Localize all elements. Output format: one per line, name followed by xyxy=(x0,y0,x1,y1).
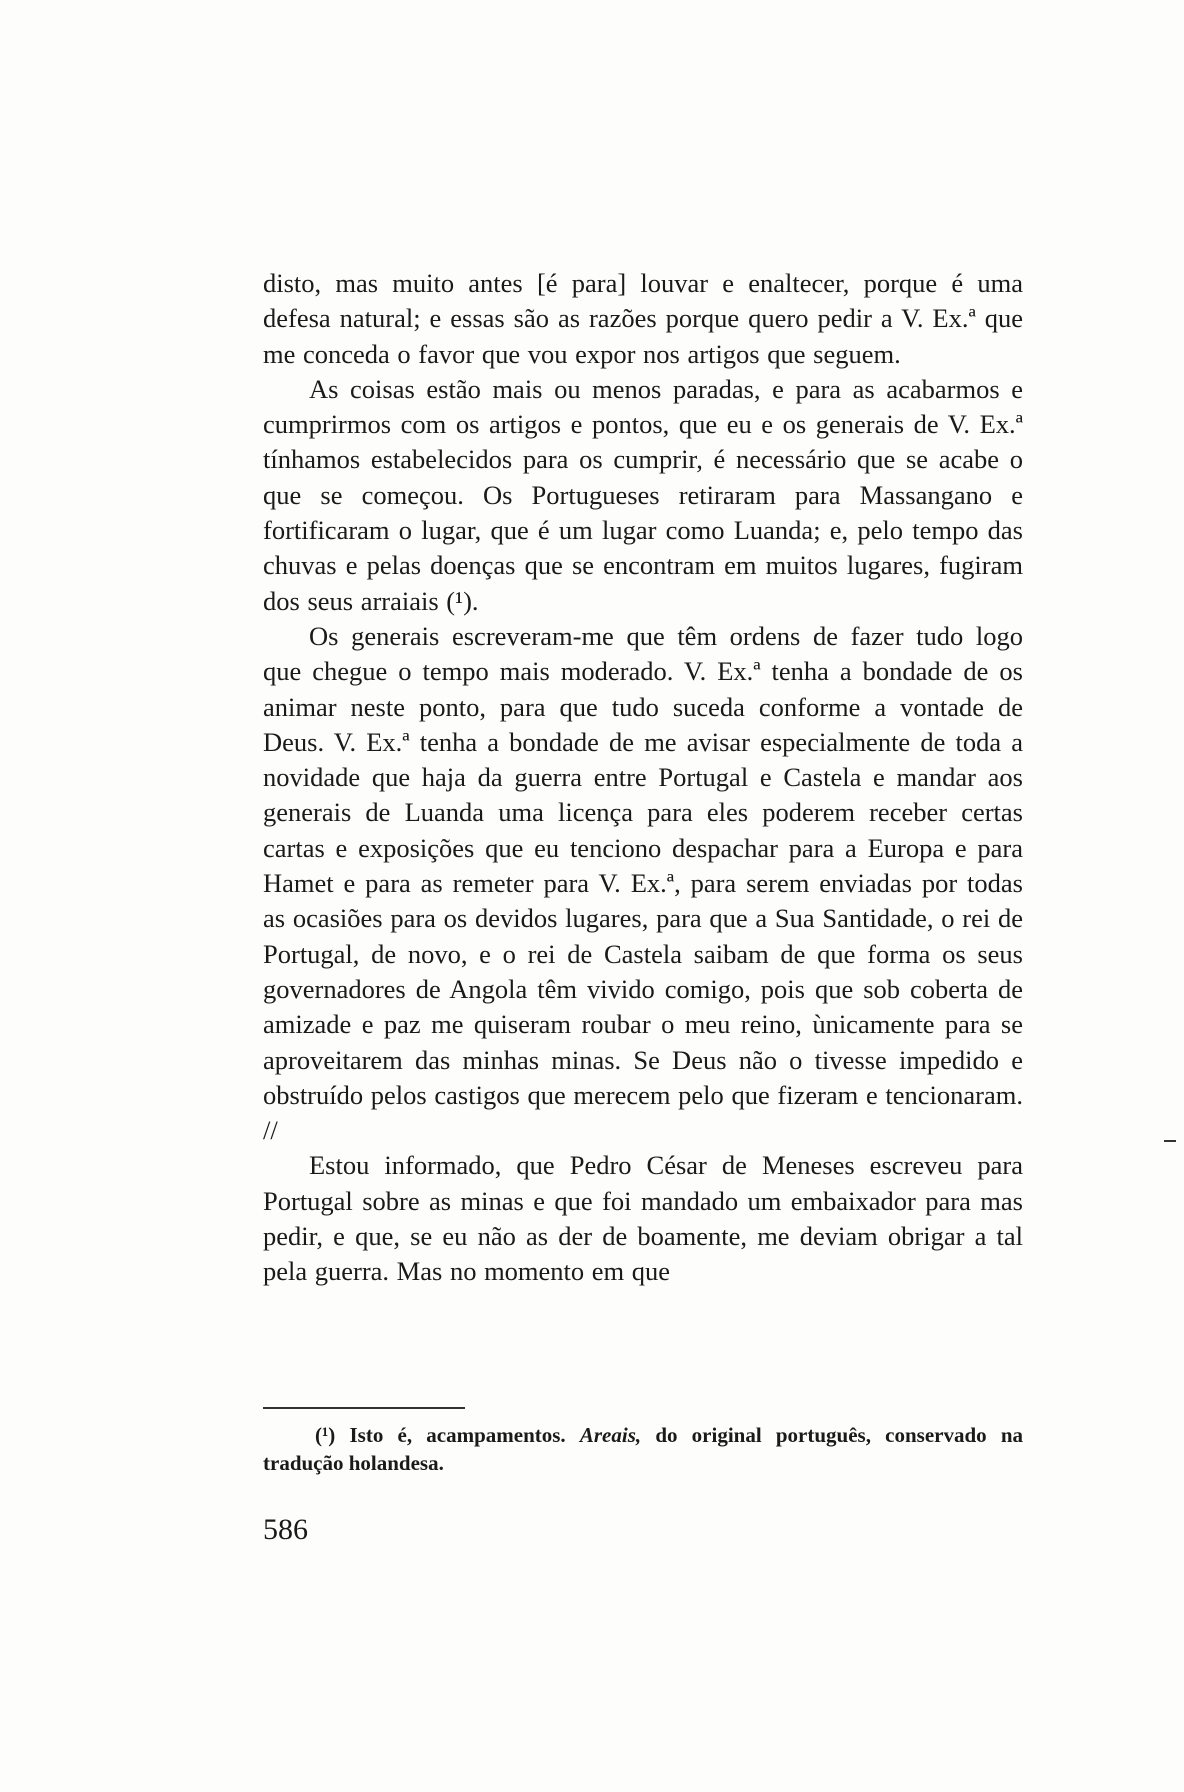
page-number: 586 xyxy=(263,1513,308,1546)
footnote-emphasis: Areais, xyxy=(579,1423,642,1447)
footnote-divider xyxy=(263,1407,465,1409)
paragraph-continuation: disto, mas muito antes [é para] louvar e enaltecer, porque é uma defesa natural; e essas são as razões porque quero pedir a V. Ex.ª que me conceda o favor que vou expor nos artigos que seguem. xyxy=(263,268,1023,369)
paragraph: Os generais escreveram-me que têm ordens de fazer tudo logo que chegue o tempo mais moderado. V. Ex.ª tenha a bondade de os animar neste ponto, para que tudo suceda conforme a vontade de Deus. V. Ex.ª tenha a bondade de me avisar especialmente de toda a novidade que haja da guerra entre Portugal e Castela e mandar aos generais de Luanda uma licença para eles poderem receber certas cartas e exposições que eu tenciono despachar para a Europa e para Hamet e para as remeter para V. Ex.ª, para serem enviadas por todas as ocasiões para os devidos lugares, para que a Sua Santidade, o rei de Portugal, de novo, e o rei de Castela saibam de que forma os seus governadores de Angola têm vivido comigo, pois que sob coberta de amizade e paz me quiseram roubar o meu reino, ùnicamente para se aproveitarem das minhas minas. Se Deus não o tivesse impedido e obstruído pelos castigos que merecem pelo que fizeram e tencionaram. // xyxy=(263,620,1023,1146)
margin-mark xyxy=(1164,1140,1176,1142)
footnote-text-end: do original português, conservado na tradução holandesa. xyxy=(263,1423,1024,1475)
paragraph: As coisas estão mais ou menos paradas, e para as acabarmos e cumprirmos com os artigos e pontos, que eu e os generais de V. Ex.ª tínhamos estabelecidos para os cumprir, é necessário que se acabe o que se começou. Os Portugueses retiraram para Massangano e fortificaram o lugar, que é um lugar como Luanda; e, pelo tempo das chuvas e pelas doenças que se encontram em muitos lugares, fugiram dos seus arraiais (¹). xyxy=(263,373,1023,616)
footnote-marker: (¹) xyxy=(315,1423,336,1447)
footnote-text: Isto é, acampamentos. xyxy=(349,1423,566,1447)
body-text xyxy=(263,266,1023,1290)
paragraph: Estou informado, que Pedro César de Meneses escreveu para Portugal sobre as minas e que foi mandado um embaixador para mas pedir, e que, se eu não as der de boamente, me deviam obrigar a tal pela guerra. Mas no momento em que xyxy=(263,1150,1023,1287)
footnote xyxy=(263,1421,1023,1477)
